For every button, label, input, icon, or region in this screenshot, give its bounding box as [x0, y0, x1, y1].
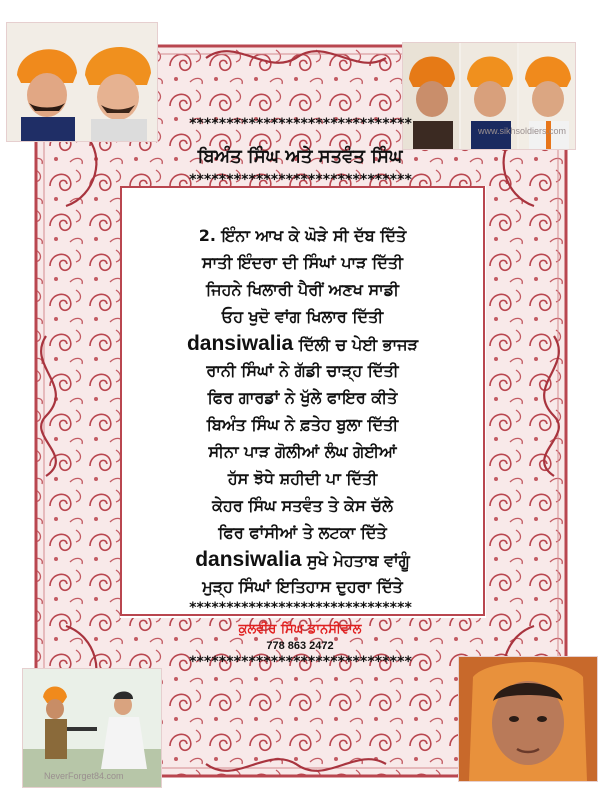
poem-line: ਕੇਹਰ ਸਿੰਘ ਸਤਵੰਤ ਤੇ ਕੇਸ ਚੱਲੇ: [212, 496, 393, 515]
scene-photo: [22, 668, 162, 788]
star-divider-top: ******************************: [188, 116, 412, 132]
portrait-woman-icon: [459, 657, 597, 781]
pen-name: dansiwalia: [186, 332, 294, 355]
poem-line: ਰਾਨੀ ਸਿੰਘਾਂ ਨੇ ਗੱਡੀ ਚਾੜ੍ਹ ਦਿੱਤੀ: [206, 361, 399, 380]
poem-line: ਜਿਹਨੇ ਖਿਲਾਰੀ ਪੈਰੀਂ ਅਣਖ ਸਾਡੀ: [206, 280, 399, 299]
author-name: ਕੁਲਵੀਰ ਸਿੰਘ ਡਾਨਸੀਵਾਲ: [238, 622, 362, 637]
watermark-top: www.sikhsoldiers.com: [478, 126, 567, 136]
pen-name: dansiwalia: [195, 548, 302, 571]
star-divider-bottom: ******************************: [188, 654, 412, 670]
poem-line: ਫਿਰ ਫਾਂਸੀਆਂ ਤੇ ਲਟਕਾ ਦਿੱਤੇ: [218, 523, 387, 542]
poem-line: ਮੁੜ੍ਹ ਸਿੰਘਾਂ ਇਤਿਹਾਸ ਦੁਹਰਾ ਦਿੱਤੇ: [202, 577, 403, 596]
poem-line-with-pen-name: [120, 546, 485, 573]
scene-icon: [23, 669, 161, 787]
author-phone: 778 863 2472: [266, 640, 334, 652]
star-divider-low: ******************************: [188, 600, 412, 616]
poem-line: 2. ਇੰਨਾ ਆਖ ਕੇ ਘੋੜੇ ਸੀ ਦੱਬ ਦਿੱਤੇ: [198, 226, 407, 245]
star-divider-mid: ******************************: [188, 172, 412, 188]
poem: [120, 222, 485, 600]
poem-line-text: ਸੁਖੇ ਮੇਹਤਾਬ ਵਾਂਗੂੰ: [307, 551, 410, 570]
portrait-woman-photo: [458, 656, 598, 782]
poem-line: ਹੱਸ ਝੋਧੇ ਸ਼ਹੀਦੀ ਪਾ ਦਿੱਤੀ: [227, 469, 378, 488]
poem-line-text: ਦਿੱਲੀ ਚ ਪੇਈ ਭਾਜੜ: [298, 335, 419, 354]
poem-line: ਫਿਰ ਗਾਰਡਾਂ ਨੇ ਖੁੱਲੇ ਫਾਇਰ ਕੀਤੇ: [207, 388, 398, 407]
poem-line: ਓਹ ਖੁਦੋ ਵਾਂਗ ਖਿਲਾਰ ਦਿੱਤੀ: [221, 307, 384, 326]
poem-line-with-pen-name: [120, 330, 485, 357]
poster-heading: ਬਿਅੰਤ ਸਿੰਘ ਅਤੇ ਸਤਵੰਤ ਸਿੰਘ: [197, 146, 403, 167]
poem-line: ਬਿਅੰਤ ਸਿੰਘ ਨੇ ਫ਼ਤੇਹ ਬੁਲਾ ਦਿੱਤੀ: [206, 415, 399, 434]
watermark-bottom: NeverForget84.com: [44, 771, 124, 781]
poem-line: ਸਾਤੀ ਇੰਦਰਾ ਦੀ ਸਿੰਘਾਂ ਪਾੜ ਦਿੱਤੀ: [202, 253, 403, 272]
poem-line: ਸੀਨਾ ਪਾੜ ਗੋਲੀਆਂ ਲੰਘ ਗੇਈਆਂ: [208, 442, 397, 461]
